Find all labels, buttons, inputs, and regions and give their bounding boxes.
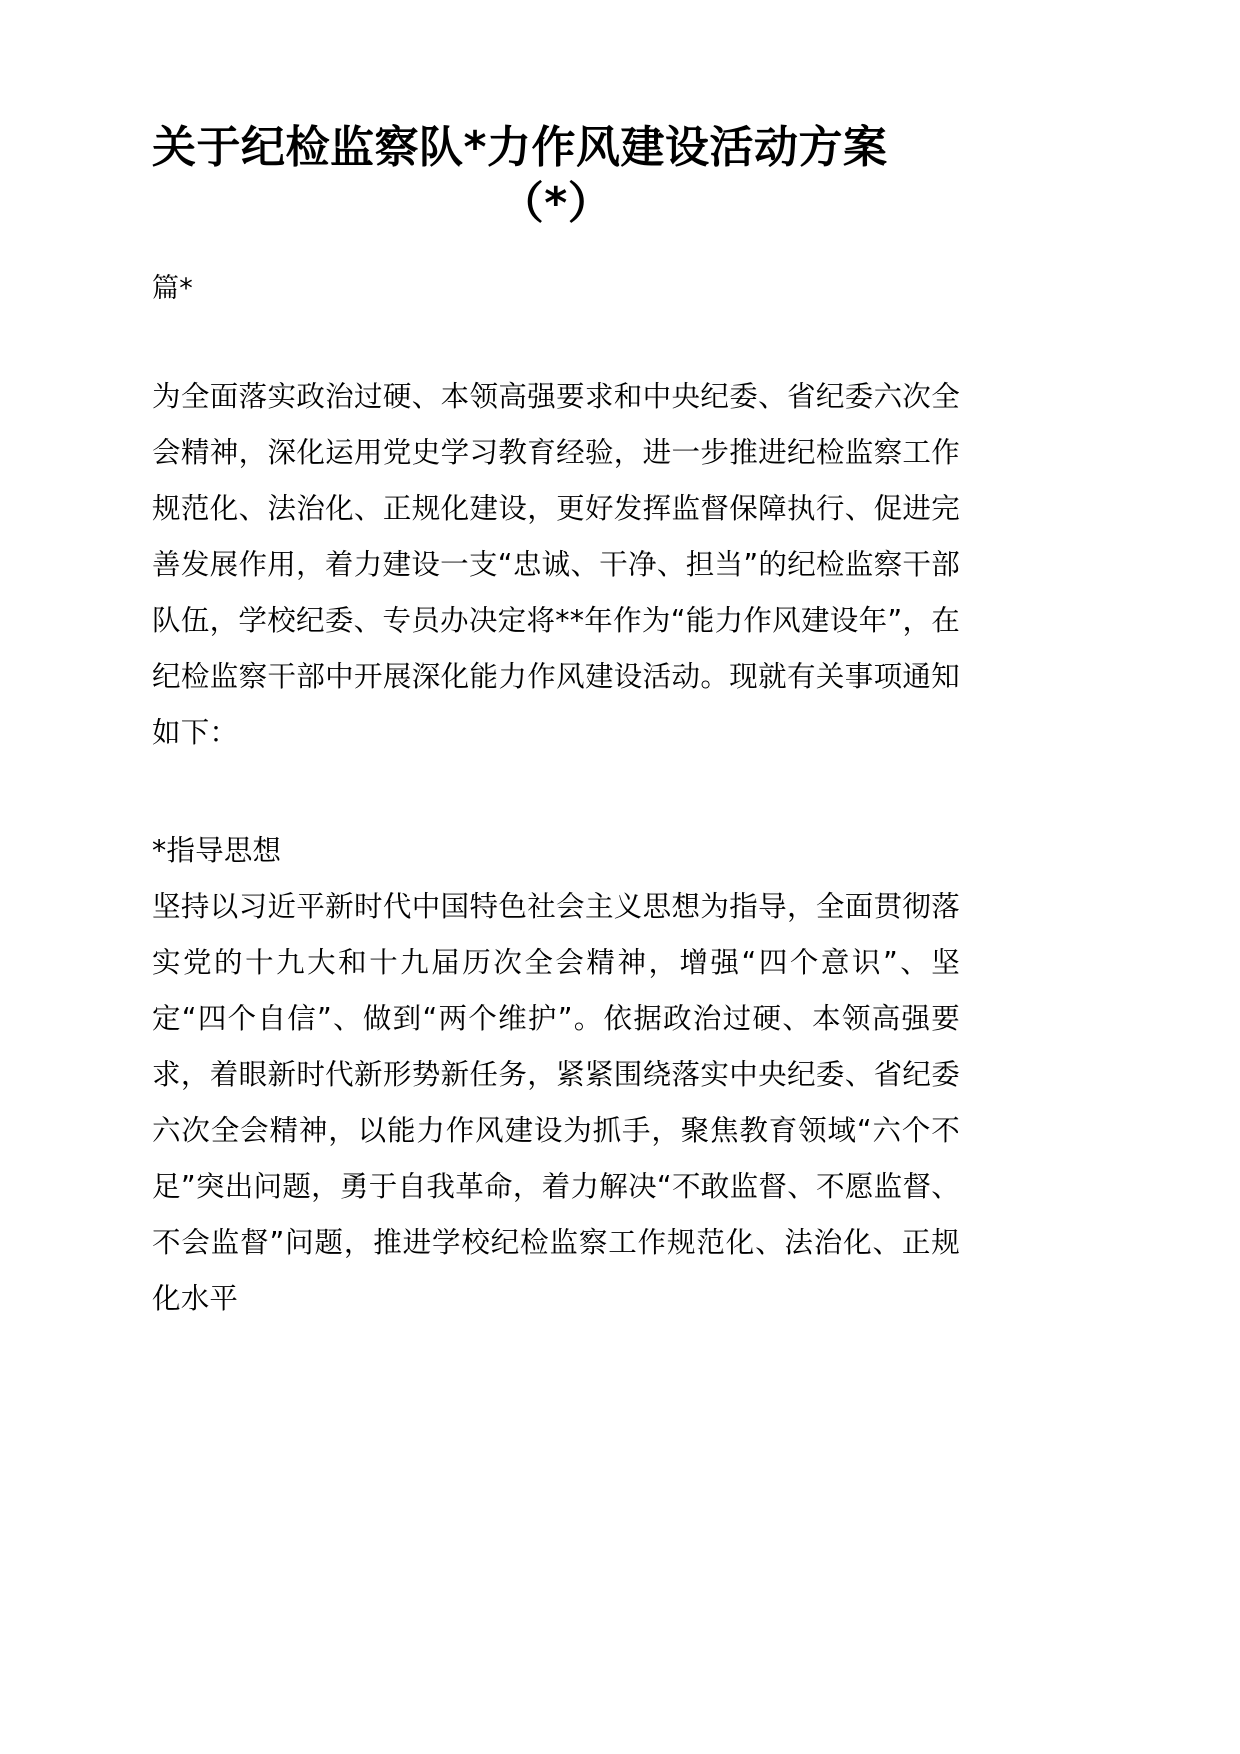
page-title-line-2: （*）: [499, 178, 613, 230]
document-content: [152, 120, 960, 1327]
preface-label: 篇*: [152, 272, 194, 304]
section-heading-guiding-thought: *指导思想: [152, 834, 282, 868]
page-title: [152, 120, 960, 233]
page-title-line-1: 关于纪检监察队*力作风建设活动方案: [152, 122, 888, 173]
section-body-guiding-thought: 坚持以习近平新时代中国特色社会主义思想为指导，全面贯彻落实党的十九大和十九届历次全会精神，增强“四个意识”、坚定“四个自信”、做到“两个维护”。依据政治过硬、本领高强要求，着眼新时代新形势新任务，紧紧围绕落实中央纪委、省纪委六次全会精神，以能力作风建设为抓手，聚焦教育领域“六个不足”突出问题，勇于自我革命，着力解决“不敢监督、不愿监督、不会监督”问题，推进学校纪检监察工作规范化、法治化、正规化水平: [152, 890, 960, 1316]
paragraph-intro: 为全面落实政治过硬、本领高强要求和中央纪委、省纪委六次全会精神，深化运用党史学习教育经验，进一步推进纪检监察工作规范化、法治化、正规化建设，更好发挥监督保障执行、促进完善发展作用，着力建设一支“忠诚、干净、担当”的纪检监察干部队伍，学校纪委、专员办决定将**年作为“能力作风建设年”，在纪检监察干部中开展深化能力作风建设活动。现就有关事项通知如下：: [152, 380, 960, 750]
